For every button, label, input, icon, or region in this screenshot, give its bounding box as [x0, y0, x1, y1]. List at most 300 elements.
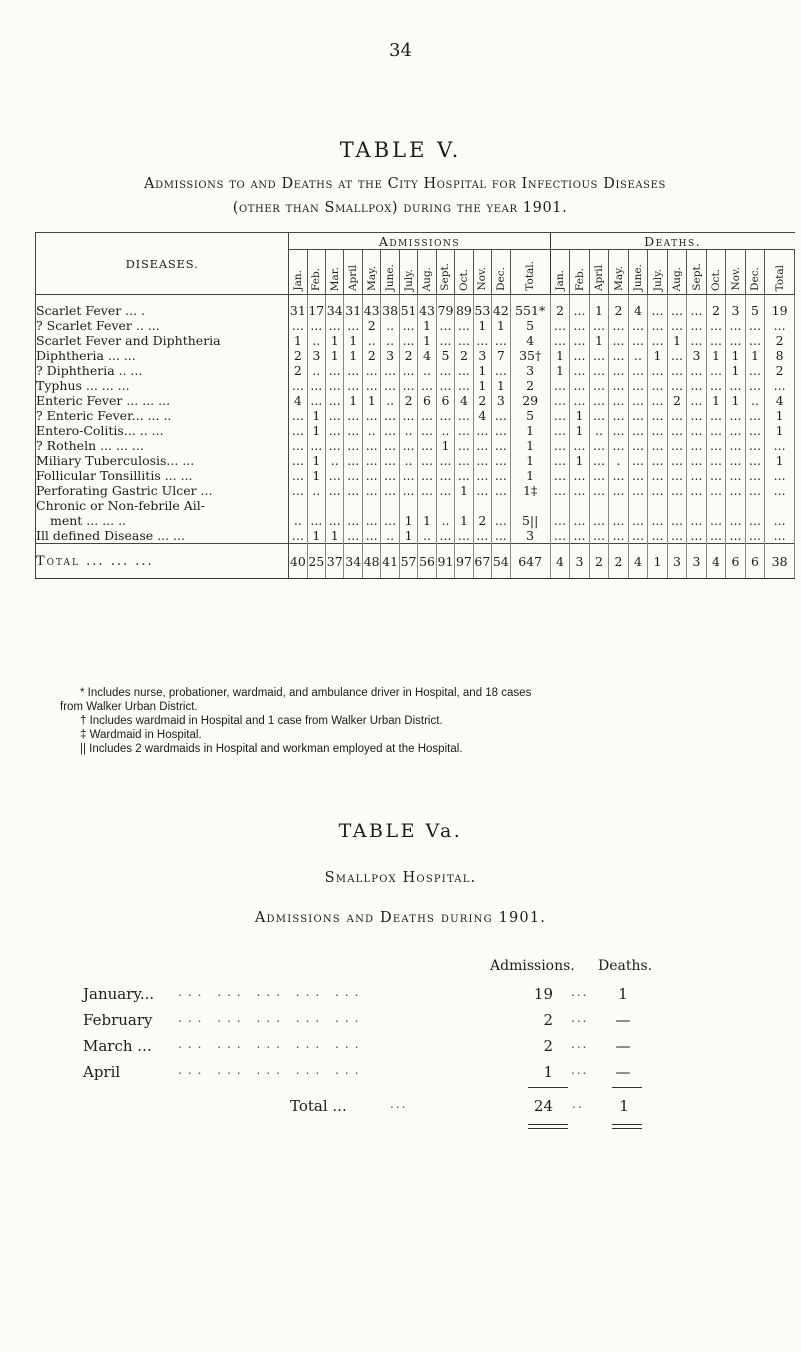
admissions-cell: ... [344, 378, 362, 393]
rule-admissions-double [528, 1124, 568, 1125]
disease-label: ? Diphtheria .. ... [36, 363, 143, 378]
deaths-cell: ... [706, 408, 726, 423]
deaths-cell: 1 [648, 348, 668, 363]
admissions-cell: ... [399, 408, 417, 423]
admissions-month-header [326, 250, 344, 295]
table-row [36, 423, 795, 438]
admissions-cell: 29 [510, 393, 550, 408]
deaths-total-cell: 4 [550, 544, 570, 579]
leader-dots: ... ... ... ... ... [178, 1011, 365, 1025]
table-row [36, 333, 795, 348]
admissions-cell: ... [307, 438, 325, 453]
deaths-cell: ... [589, 363, 609, 378]
disease-label: Ill defined Disease ... ... [36, 528, 185, 543]
deaths-month-header [589, 250, 609, 295]
deaths-cell: ... [687, 453, 707, 468]
disease-name [36, 295, 289, 319]
deaths-total-cell: 4 [706, 544, 726, 579]
disease-label: Enteric Fever ... ... ... [36, 393, 171, 408]
admissions-cell: ... [399, 438, 417, 453]
admissions-cell: ... [289, 468, 307, 483]
deaths-cell: ... [628, 423, 648, 438]
deaths-cell: ... [667, 378, 687, 393]
admissions-cell: ... [436, 528, 454, 544]
deaths-cell: ... [726, 453, 746, 468]
deaths-cell: ... [706, 483, 726, 498]
deaths-cell: ... [628, 378, 648, 393]
admissions-cell: ... [436, 333, 454, 348]
admissions-cell: ... [473, 333, 491, 348]
admissions-cell: ... [344, 423, 362, 438]
admissions-cell: 43 [362, 295, 380, 319]
admissions-cell: 1 [492, 318, 510, 333]
deaths-cell: ... [726, 468, 746, 483]
admissions-cell: ... [492, 438, 510, 453]
admissions-month-header [399, 250, 417, 295]
admissions-cell: ... [455, 363, 473, 378]
admissions-cell: ... [381, 483, 399, 498]
admissions-cell: ... [362, 378, 380, 393]
disease-name [36, 468, 289, 483]
admissions-cell: ... [473, 468, 491, 483]
deaths-cell: ... [648, 363, 668, 378]
admissions-cell: ... [344, 468, 362, 483]
admissions-cell: ... [344, 483, 362, 498]
admissions-cell: ... [492, 453, 510, 468]
disease-name [36, 363, 289, 378]
admissions-cell: 1 [326, 528, 344, 544]
deaths-heading: Deaths. [550, 233, 794, 250]
rule-deaths-double [612, 1124, 642, 1125]
admissions-cell: .. [381, 393, 399, 408]
admissions-cell: .. [381, 333, 399, 348]
admissions-cell: ... [326, 468, 344, 483]
deaths-cell: ... [648, 498, 668, 528]
month-label: March ... [83, 1037, 152, 1055]
deaths-cell: ... [609, 468, 629, 483]
footnote-4: || Includes 2 wardmaids in Hospital and workman employed at the Hospital. [80, 743, 463, 755]
admissions-cell: ... [492, 483, 510, 498]
admissions-cell: 4 [473, 408, 491, 423]
admissions-cell: 1 [436, 438, 454, 453]
admissions-cell: 31 [344, 295, 362, 319]
admissions-cell: 2 [510, 378, 550, 393]
deaths-month-header [726, 250, 746, 295]
deaths-cell: ... [648, 333, 668, 348]
month-label: Total [773, 264, 786, 291]
deaths-cell: ... [726, 498, 746, 528]
deaths-cell: ... [648, 453, 668, 468]
admissions-cell: 3 [510, 363, 550, 378]
month-label: July. [402, 268, 415, 291]
admissions-cell: 1 [418, 318, 436, 333]
admissions-month-header [455, 250, 473, 295]
admissions-month-header [418, 250, 436, 295]
admissions-cell: ... [362, 363, 380, 378]
admissions-cell: 1 [362, 393, 380, 408]
admissions-cell: ... [289, 378, 307, 393]
deaths-cell: ... [589, 318, 609, 333]
admissions-cell: 79 [436, 295, 454, 319]
month-label: Sept. [439, 263, 452, 291]
admissions-cell: .. [307, 363, 325, 378]
deaths-cell: 1 [726, 348, 746, 363]
admissions-cell: ... [381, 498, 399, 528]
deaths-cell: ... [609, 423, 629, 438]
disease-label: Chronic or Non-febrile Ail- [36, 498, 205, 513]
deaths-cell: ... [726, 423, 746, 438]
deaths-cell: ... [687, 423, 707, 438]
deaths-cell: 1 [550, 363, 570, 378]
admissions-value: 2 [543, 1011, 553, 1029]
deaths-cell: ... [570, 468, 590, 483]
admissions-cell: ... [473, 423, 491, 438]
month-label: February [83, 1011, 153, 1029]
month-label: Nov. [729, 267, 742, 291]
deaths-cell: ... [609, 438, 629, 453]
deaths-cell: ... [628, 393, 648, 408]
admissions-cell: .. [381, 318, 399, 333]
table-row [36, 378, 795, 393]
admissions-cell: ... [399, 318, 417, 333]
admissions-month-header [436, 250, 454, 295]
smallpox-row [83, 985, 683, 1007]
disease-label: Follicular Tonsillitis ... ... [36, 468, 193, 483]
deaths-cell: ... [667, 408, 687, 423]
disease-name [36, 438, 289, 453]
disease-name [36, 378, 289, 393]
admissions-cell: ... [455, 453, 473, 468]
deaths-cell: ... [570, 318, 590, 333]
table-row [36, 528, 795, 544]
deaths-total-cell: 6 [726, 544, 746, 579]
admissions-cell: ... [399, 468, 417, 483]
admissions-cell: ... [326, 423, 344, 438]
admissions-total-cell: 57 [399, 544, 417, 579]
deaths-cell: ... [667, 453, 687, 468]
disease-label: Miliary Tuberculosis... ... [36, 453, 195, 468]
month-label: January... [83, 985, 155, 1003]
deaths-cell: ... [570, 295, 590, 319]
admissions-cell: .. [418, 528, 436, 544]
admissions-cell: ... [418, 453, 436, 468]
admissions-cell: ... [492, 528, 510, 544]
month-label: Oct. [457, 268, 470, 291]
admissions-cell: 1 [455, 483, 473, 498]
deaths-cell: 1 [589, 295, 609, 319]
admissions-cell: 17 [307, 295, 325, 319]
deaths-cell: ... [550, 333, 570, 348]
leader-dots: ... [571, 1063, 589, 1077]
admissions-cell: ... [289, 438, 307, 453]
admissions-cell: ... [344, 453, 362, 468]
table-row [36, 483, 795, 498]
deaths-cell: ... [706, 333, 726, 348]
admissions-cell: ... [418, 408, 436, 423]
deaths-total-cell: 3 [667, 544, 687, 579]
admissions-cell: ... [307, 318, 325, 333]
deaths-cell: ... [628, 363, 648, 378]
deaths-month-header [706, 250, 726, 295]
deaths-total-cell: 2 [609, 544, 629, 579]
deaths-cell: ... [667, 468, 687, 483]
disease-name [36, 348, 289, 363]
month-label: Feb. [310, 268, 323, 291]
footnotes [60, 686, 770, 756]
admissions-cell: 1 [326, 333, 344, 348]
deaths-cell: ... [648, 408, 668, 423]
admissions-cell: 1 [510, 423, 550, 438]
deaths-cell: ... [589, 393, 609, 408]
admissions-cell: 3 [492, 393, 510, 408]
admissions-cell: ... [344, 363, 362, 378]
admissions-cell: ... [418, 438, 436, 453]
deaths-cell: 4 [765, 393, 795, 408]
month-label: June. [384, 263, 397, 291]
admissions-cell: 4 [289, 393, 307, 408]
admissions-cell: ... [326, 378, 344, 393]
deaths-cell: 1 [589, 333, 609, 348]
admissions-cell: ... [307, 393, 325, 408]
deaths-cell: ... [609, 483, 629, 498]
deaths-total-cell: 1 [648, 544, 668, 579]
deaths-month-header [667, 250, 687, 295]
admissions-cell: ... [326, 318, 344, 333]
admissions-cell: 2 [289, 363, 307, 378]
deaths-cell: ... [667, 423, 687, 438]
admissions-month-header [344, 250, 362, 295]
month-label: Aug. [671, 266, 683, 291]
admissions-cell: 1 [344, 348, 362, 363]
deaths-cell: 1 [765, 453, 795, 468]
disease-name [36, 408, 289, 423]
admissions-cell: 3 [510, 528, 550, 544]
admissions-cell: 1 [344, 393, 362, 408]
deaths-cell: ... [550, 408, 570, 423]
deaths-cell: 1 [550, 348, 570, 363]
admissions-cell: ... [289, 408, 307, 423]
deaths-cell: ... [765, 318, 795, 333]
deaths-cell: .. [745, 393, 765, 408]
admissions-cell: ... [362, 438, 380, 453]
admissions-total-cell: 67 [473, 544, 491, 579]
disease-label: Entero-Colitis... .. ... [36, 423, 164, 438]
admissions-cell: 1 [307, 468, 325, 483]
admissions-cell: 53 [473, 295, 491, 319]
deaths-cell: ... [628, 333, 648, 348]
deaths-cell: ... [589, 468, 609, 483]
deaths-month-header [628, 250, 648, 295]
deaths-cell: . [609, 453, 629, 468]
admissions-cell: .. [399, 423, 417, 438]
total-admissions: 24 [533, 1097, 553, 1115]
deaths-cell: ... [667, 348, 687, 363]
deaths-cell: ... [687, 528, 707, 544]
deaths-month-header [687, 250, 707, 295]
deaths-cell: 3 [726, 295, 746, 319]
admissions-cell: 4 [455, 393, 473, 408]
deaths-cell: 1 [667, 333, 687, 348]
month-label: Mar. [328, 266, 341, 291]
admissions-value: 2 [543, 1037, 553, 1055]
admissions-cell: 35† [510, 348, 550, 363]
admissions-cell: ... [455, 468, 473, 483]
admissions-cell: 4 [418, 348, 436, 363]
deaths-cell: ... [648, 295, 668, 319]
admissions-cell: ... [399, 378, 417, 393]
deaths-cell: 2 [550, 295, 570, 319]
admissions-cell: ... [381, 423, 399, 438]
admissions-cell: ... [289, 453, 307, 468]
deaths-cell: ... [609, 348, 629, 363]
deaths-cell: ... [570, 348, 590, 363]
admissions-cell: .. [362, 333, 380, 348]
admissions-month-header [473, 250, 491, 295]
deaths-cell: ... [667, 483, 687, 498]
admissions-cell: ... [344, 408, 362, 423]
admissions-cell: 5|| [510, 498, 550, 528]
deaths-cell: 2 [667, 393, 687, 408]
admissions-total-cell: 37 [326, 544, 344, 579]
admissions-cell: ... [362, 498, 380, 528]
admissions-month-header [492, 250, 510, 295]
admissions-cell: ... [326, 498, 344, 528]
admissions-cell: ... [436, 408, 454, 423]
col-deaths-heading: Deaths. [598, 958, 653, 974]
deaths-cell: ... [589, 498, 609, 528]
admissions-cell: 1 [399, 498, 417, 528]
admissions-cell: ... [473, 438, 491, 453]
deaths-cell: ... [706, 318, 726, 333]
deaths-cell: ... [550, 528, 570, 544]
admissions-cell: 1 [289, 333, 307, 348]
deaths-cell: ... [706, 453, 726, 468]
table-v-subtitle-2: (other than Smallpox) during the year 1901. [232, 200, 568, 216]
admissions-cell: 2 [473, 393, 491, 408]
admissions-cell: 43 [418, 295, 436, 319]
admissions-cell: 3 [381, 348, 399, 363]
deaths-cell: ... [667, 363, 687, 378]
deaths-cell: 19 [765, 295, 795, 319]
table-v-title: TABLE V. [339, 138, 462, 162]
deaths-cell: .. [628, 348, 648, 363]
admissions-cell: ... [381, 408, 399, 423]
deaths-cell: ... [589, 348, 609, 363]
admissions-cell: ... [399, 333, 417, 348]
deaths-cell: ... [745, 363, 765, 378]
month-label: April [593, 264, 605, 291]
deaths-cell: ... [589, 528, 609, 544]
deaths-cell: 3 [687, 348, 707, 363]
deaths-cell: ... [570, 363, 590, 378]
deaths-cell: ... [589, 453, 609, 468]
leader-dots: ... [571, 985, 589, 999]
admissions-cell: .. [326, 453, 344, 468]
admissions-cell: .. [436, 423, 454, 438]
deaths-cell: ... [667, 318, 687, 333]
admissions-cell: .. [381, 528, 399, 544]
deaths-cell: 1 [726, 363, 746, 378]
deaths-cell: 8 [765, 348, 795, 363]
deaths-month-header [745, 250, 765, 295]
deaths-cell: ... [550, 453, 570, 468]
admissions-cell: 89 [455, 295, 473, 319]
deaths-cell: ... [745, 318, 765, 333]
admissions-cell: ... [381, 438, 399, 453]
admissions-cell: ... [436, 318, 454, 333]
deaths-cell: 2 [706, 295, 726, 319]
deaths-cell: ... [745, 438, 765, 453]
month-label: Oct. [710, 268, 722, 291]
deaths-month-header [550, 250, 570, 295]
disease-name [36, 453, 289, 468]
deaths-cell: ... [609, 393, 629, 408]
admissions-cell: ... [344, 528, 362, 544]
deaths-cell: ... [550, 498, 570, 528]
deaths-value: 1 [618, 985, 628, 1003]
admissions-cell: .. [418, 363, 436, 378]
deaths-month-header [609, 250, 629, 295]
deaths-cell: ... [706, 423, 726, 438]
deaths-cell: ... [745, 333, 765, 348]
disease-label: Scarlet Fever ... . [36, 303, 146, 318]
table-row [36, 408, 795, 423]
admissions-cell: ... [362, 483, 380, 498]
admissions-cell: ... [492, 408, 510, 423]
admissions-cell: .. [307, 333, 325, 348]
deaths-cell: ... [648, 483, 668, 498]
deaths-cell: 1 [706, 348, 726, 363]
disease-label: ? Enteric Fever... ... .. [36, 408, 172, 423]
deaths-cell: 1 [726, 393, 746, 408]
deaths-cell: ... [609, 378, 629, 393]
footnote-3: ‡ Wardmaid in Hospital. [80, 729, 202, 741]
leader-dots: ... ... ... ... ... [178, 1037, 365, 1051]
table-row [36, 438, 795, 453]
page-number: 34 [389, 40, 412, 61]
deaths-cell: ... [726, 408, 746, 423]
admissions-cell: ... [473, 528, 491, 544]
deaths-cell: ... [628, 483, 648, 498]
month-label: Nov. [476, 267, 489, 291]
admissions-cell: ... [326, 438, 344, 453]
leader-dots: ... [571, 1037, 589, 1051]
rule-admissions-double-2 [528, 1128, 568, 1129]
deaths-cell: ... [550, 318, 570, 333]
admissions-cell: 51 [399, 295, 417, 319]
footnote-2: † Includes wardmaid in Hospital and 1 case from Walker Urban District. [80, 715, 443, 727]
month-label: Aug. [421, 266, 434, 291]
admissions-month-header [307, 250, 325, 295]
deaths-cell: ... [589, 378, 609, 393]
month-label: Dec. [749, 267, 761, 291]
admissions-cell: ... [455, 318, 473, 333]
admissions-cell: ... [289, 318, 307, 333]
admissions-cell: ... [381, 453, 399, 468]
disease-label: ? Rotheln ... ... ... [36, 438, 144, 453]
deaths-cell: 4 [628, 295, 648, 319]
admissions-cell: 1 [510, 468, 550, 483]
disease-label: Typhus ... ... ... [36, 378, 130, 393]
deaths-cell: ... [550, 483, 570, 498]
deaths-cell: ... [609, 318, 629, 333]
table-row [36, 498, 795, 528]
deaths-cell: ... [687, 318, 707, 333]
deaths-cell: ... [628, 453, 648, 468]
deaths-cell: ... [706, 378, 726, 393]
deaths-cell: ... [765, 378, 795, 393]
admissions-cell: .. [362, 423, 380, 438]
